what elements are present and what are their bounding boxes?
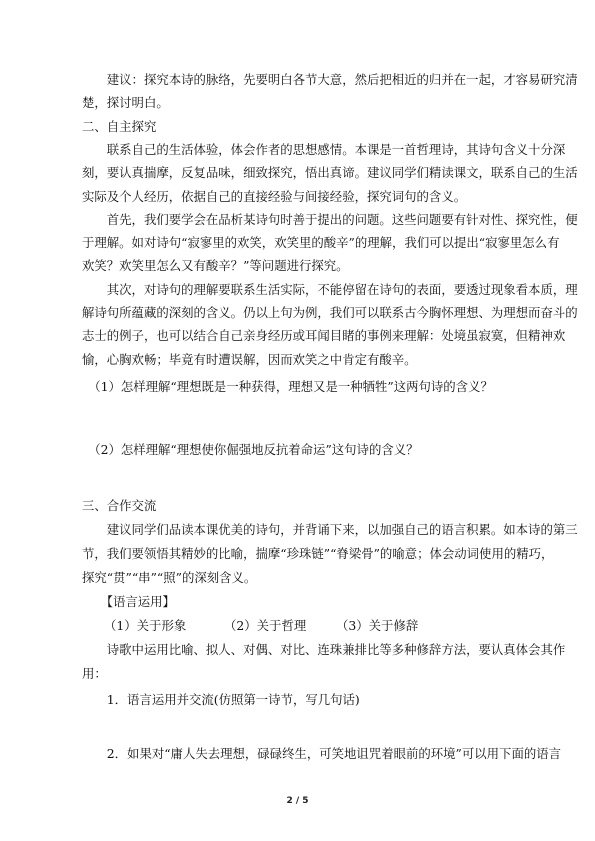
question-1: （1）怎样理解“理想既是一种获得，理想又是一种牺牲”这两句诗的含义？ [82,378,493,394]
paragraph-line: 欢笑？欢笑里怎么又有酸辛？”等问题进行探究。 [82,258,349,274]
paragraph-line: 实际及个人经历，依据自己的直接经验与间接经验，探究词句的含义。 [82,188,467,204]
paragraph-line: 联系自己的生活体验，体会作者的思想感情。本课是一首哲理诗，其诗句含义十分深 [82,141,566,157]
task-2: 2．如果对“庸人失去理想，碌碌终生，可笑地诅咒着眼前的环境”可以用下面的语言 [82,746,562,761]
paragraph-line: 刻，要认真揣摩，反复品味，细致探究，悟出真谛。建议同学们精读课文，联系自己的生活 [82,165,578,181]
paragraph-line: 首先，我们要学会在品析某诗句时善于提出的问题。这些问题要有针对性、探究性，便 [82,211,578,227]
paragraph-line: 节，我们要领悟其精妙的比喻，揣摩“珍珠链”“脊梁骨”的喻意；体会动词使用的精巧， [82,546,554,561]
option-1: （1）关于形象 [104,618,187,633]
paragraph-line: 愉，心胸欢畅；毕竟有时遭误解，因而欢笑之中肯定有酸辛。 [82,351,417,367]
section-heading: 二、自主探究 [82,118,157,134]
paragraph-line: 用： [82,666,107,681]
option-3: （3）关于修辞 [336,618,419,633]
paragraph-line: 志士的例子，也可以结合自己亲身经历或耳闻目睹的事例来理解：处境虽寂寞，但精神欢 [82,328,566,344]
section-heading: 三、合作交流 [82,498,157,513]
task-1: 1．语言运用并交流(仿照第一诗节，写几句话) [82,692,360,707]
paragraph-line: 于理解。如对诗句“寂寥里的欢笑，欢笑里的酸辛”的理解，我们可以提出“寂寥里怎么有 [82,235,560,251]
option-2: （2）关于哲理 [224,618,307,633]
paragraph-line: 建议：探究本诗的脉络，先要明白各节大意，然后把相近的归并在一起，才容易研究清 [82,72,578,87]
subheading-language-use: 【语言运用】 [82,594,175,609]
question-2: （2）怎样理解“理想使你倔强地反抗着命运”这句诗的含义？ [82,442,419,457]
paragraph-line: 楚，探讨明白。 [82,95,169,111]
page-number: 2 / 5 [286,796,309,806]
paragraph-line: 建议同学们品读本课优美的诗句，并背诵下来，以加强自己的语言积累。如本诗的第三 [82,522,578,537]
paragraph-line: 诗歌中运用比喻、拟人、对偶、对比、连珠兼排比等多种修辞方法，要认真体会其作 [82,642,566,657]
paragraph-line: 解诗句所蕴藏的深刻的含义。仍以上句为例，我们可以联系古今胸怀理想、为理想而奋斗的 [82,305,578,320]
paragraph-line: 其次，对诗句的理解要联系生活实际，不能停留在诗句的表面，要透过现象看本质，理 [82,281,578,297]
paragraph-line: 探究“贯”“串”“照”的深刻含义。 [82,570,257,585]
